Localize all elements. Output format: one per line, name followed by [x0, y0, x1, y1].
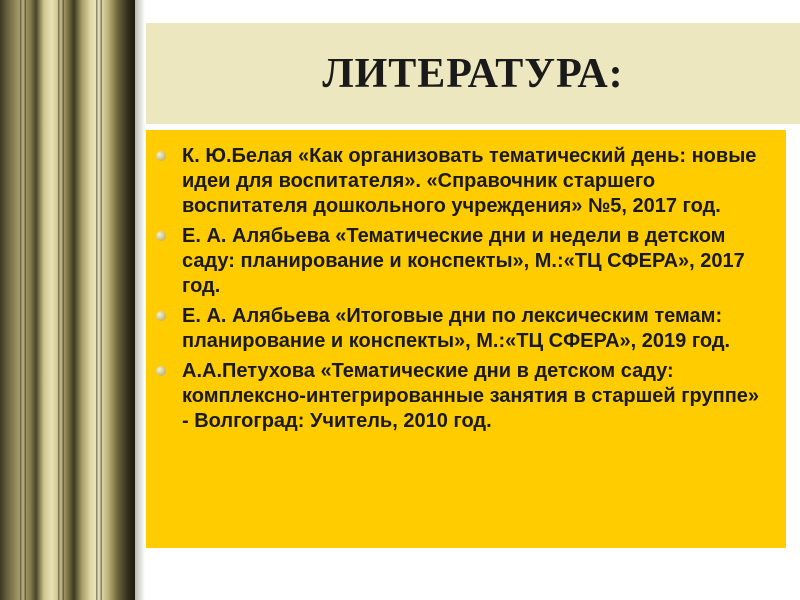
reference-text: К. Ю.Белая «Как организовать тематический день: новые идеи для воспитателя». «Справочник старшего воспитателя дошкольного учреждения» №5, 2017 год. [182, 145, 757, 217]
list-item [156, 359, 768, 434]
pillar-groove [58, 0, 64, 600]
pillar-groove [96, 0, 102, 600]
list-item [156, 224, 768, 299]
bullet-icon [156, 311, 166, 321]
pillar-groove [20, 0, 26, 600]
slide-title: ЛИТЕРАТУРА: [322, 50, 624, 97]
bullet-icon [156, 366, 166, 376]
decorative-pillar [0, 0, 135, 600]
reference-text: Е. А. Алябьева «Итоговые дни по лексическим темам: планирование и конспекты», М.:«ТЦ СФЕРА», 2019 год. [182, 305, 731, 352]
reference-text: А.А.Петухова «Тематические дни в детском саду: комплексно-интегрированные занятия в старшей группе» - Волгоград: Учитель, 2010 год. [182, 360, 760, 432]
list-item [156, 304, 768, 354]
title-band [146, 23, 800, 124]
bullet-icon [156, 231, 166, 241]
pillar-shadow [135, 0, 145, 600]
list-item [156, 144, 768, 219]
reference-list [156, 144, 768, 434]
content-box [146, 130, 786, 548]
bullet-icon [156, 151, 166, 161]
reference-text: Е. А. Алябьева «Тематические дни и недели в детском саду: планирование и конспекты», М.:«ТЦ СФЕРА», 2017 год. [182, 225, 745, 297]
